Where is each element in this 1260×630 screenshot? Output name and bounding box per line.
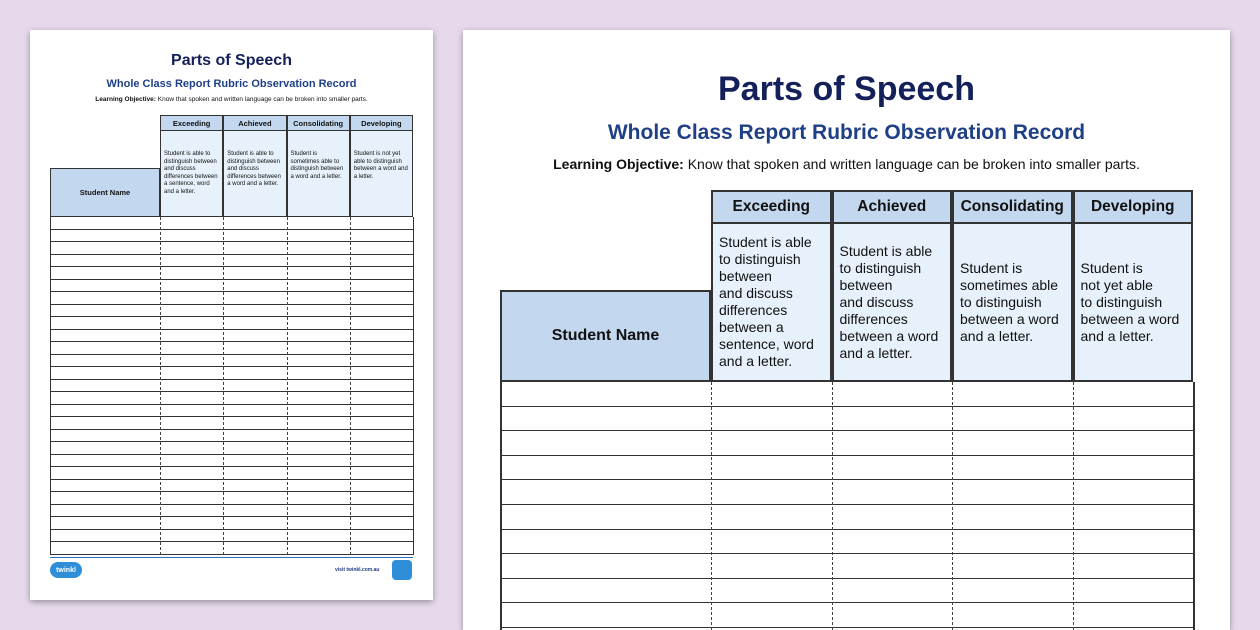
descriptor-line: to distinguish [839, 259, 922, 276]
table-row [500, 431, 1193, 456]
thumb-col-header-consolidating: Consolidating [287, 115, 350, 131]
descriptor-line: Student is [960, 259, 1023, 276]
descriptor-line: sometimes able [960, 276, 1059, 293]
thumb-table-row [50, 292, 413, 305]
thumb-table-row [50, 342, 413, 355]
col-header-achieved: Achieved [832, 190, 953, 224]
descriptor-line: Student is able [719, 234, 812, 250]
thumb-table-row [50, 430, 413, 443]
thumbnail-student-name-header: Student Name [50, 168, 160, 217]
descriptor-line: between [719, 268, 772, 284]
thumb-table-row [50, 467, 413, 480]
descriptor-line: not yet able [1080, 276, 1153, 293]
thumb-table-row [50, 317, 413, 330]
footer-url: visit twinkl.com.au [335, 567, 380, 573]
col-header-exceeding: Exceeding [711, 190, 832, 224]
thumb-col-desc-achieved: Student is able to distinguish between and discuss differences between a word and a letter. [223, 131, 286, 217]
thumbnail-subtitle: Whole Class Report Rubric Observation Record [106, 78, 357, 90]
thumb-table-row [50, 492, 413, 505]
thumb-table-row [50, 267, 413, 280]
thumb-table-row [50, 305, 413, 318]
thumb-table-row [50, 367, 413, 380]
table-row [500, 456, 1193, 481]
descriptor-line: between [839, 276, 893, 293]
thumb-table-row [50, 392, 413, 405]
col-header-consolidating: Consolidating [952, 190, 1073, 224]
thumb-column-divider [350, 217, 351, 555]
thumb-table-row [50, 505, 413, 518]
thumb-table-row [50, 542, 413, 555]
thumb-col-desc-consolidating: Student is sometimes able to distinguish between a word and a letter. [287, 131, 350, 217]
table-row [500, 480, 1193, 505]
learning-objective-text: Know that spoken and written language can be broken into smaller parts. [683, 156, 1140, 172]
thumb-col-header-developing: Developing [350, 115, 413, 131]
thumb-table-row [50, 517, 413, 530]
thumb-col-desc-exceeding: Student is able to distinguish between and discuss differences between a sentence, word and a letter. [160, 131, 223, 217]
descriptor-line: and a letter. [719, 353, 793, 369]
thumb-right-border [413, 217, 414, 555]
thumb-col-header-achieved: Achieved [223, 115, 286, 131]
learning-objective [463, 156, 1230, 172]
thumb-table-row [50, 442, 413, 455]
thumb-table-row [50, 455, 413, 468]
thumb-table-row [50, 480, 413, 493]
thumb-table-row [50, 530, 413, 543]
table-row [500, 505, 1193, 530]
thumb-table-row [50, 280, 413, 293]
descriptor-line: between a word [960, 310, 1059, 327]
thumb-left-border [50, 217, 51, 555]
thumb-table-row [50, 242, 413, 255]
descriptor-line: to distinguish [719, 251, 801, 267]
table-left-border [500, 382, 502, 630]
thumbnail-rubric-table [50, 115, 413, 568]
table-right-border [1193, 382, 1195, 630]
col-header-developing: Developing [1073, 190, 1194, 224]
descriptor-line: between a word [839, 327, 939, 344]
descriptor-line: and a letter. [839, 344, 913, 361]
thumb-table-row [50, 217, 413, 230]
thumb-table-row [50, 405, 413, 418]
thumb-col-header-exceeding: Exceeding [160, 115, 223, 131]
col-descriptor-consolidating [952, 224, 1073, 382]
page-subtitle: Whole Class Report Rubric Observation Record [607, 121, 1086, 144]
thumbnail-objective-label: Learning Objective: [95, 96, 156, 103]
thumb-table-row [50, 380, 413, 393]
table-row [500, 407, 1193, 432]
thumbnail-page [30, 30, 433, 600]
rubric-table [500, 190, 1193, 630]
descriptor-line: between a word [1080, 310, 1180, 327]
thumb-col-desc-developing: Student is not yet able to distinguish between a word and a letter. [350, 131, 413, 217]
descriptor-line: to distinguish [1080, 293, 1163, 310]
thumb-table-row [50, 255, 413, 268]
thumb-table-row [50, 355, 413, 368]
footer-badge-icon [392, 560, 412, 580]
table-row [500, 530, 1193, 555]
thumbnail-objective-text: Know that spoken and written language can be broken into smaller parts. [155, 96, 368, 103]
thumbnail-footer-line [50, 557, 413, 558]
descriptor-line: and discuss [839, 293, 914, 310]
table-row [500, 579, 1193, 604]
column-divider [952, 382, 953, 630]
descriptor-line: sentence, word [719, 336, 814, 352]
descriptor-line: differences [839, 310, 908, 327]
table-row [500, 603, 1193, 628]
thumb-column-divider [160, 217, 161, 555]
column-divider [832, 382, 833, 630]
zoomed-page [463, 30, 1230, 630]
thumbnail-title: Parts of Speech [171, 52, 292, 69]
col-descriptor-exceeding [711, 224, 832, 382]
descriptor-line: differences [719, 302, 788, 318]
descriptor-line: between a [719, 319, 784, 335]
column-divider [1073, 382, 1074, 630]
descriptor-line: Student is able [839, 242, 933, 259]
learning-objective-label: Learning Objective: [553, 156, 684, 172]
descriptor-line: to distinguish [960, 293, 1042, 310]
col-descriptor-achieved [832, 224, 953, 382]
descriptor-line: and a letter. [960, 327, 1034, 344]
table-row [500, 382, 1193, 407]
descriptor-line: Student is [1080, 259, 1143, 276]
thumb-table-row [50, 417, 413, 430]
table-row [500, 554, 1193, 579]
thumb-column-divider [223, 217, 224, 555]
descriptor-line: and discuss [719, 285, 793, 301]
col-descriptor-developing [1073, 224, 1194, 382]
student-name-header: Student Name [500, 290, 711, 382]
thumb-column-divider [287, 217, 288, 555]
column-divider [711, 382, 712, 630]
descriptor-line: and a letter. [1080, 327, 1154, 344]
thumbnail-objective [30, 96, 433, 103]
thumb-table-row [50, 330, 413, 343]
thumb-table-row [50, 230, 413, 243]
page-title: Parts of Speech [718, 70, 975, 108]
twinkl-logo: twinkl [50, 562, 82, 578]
